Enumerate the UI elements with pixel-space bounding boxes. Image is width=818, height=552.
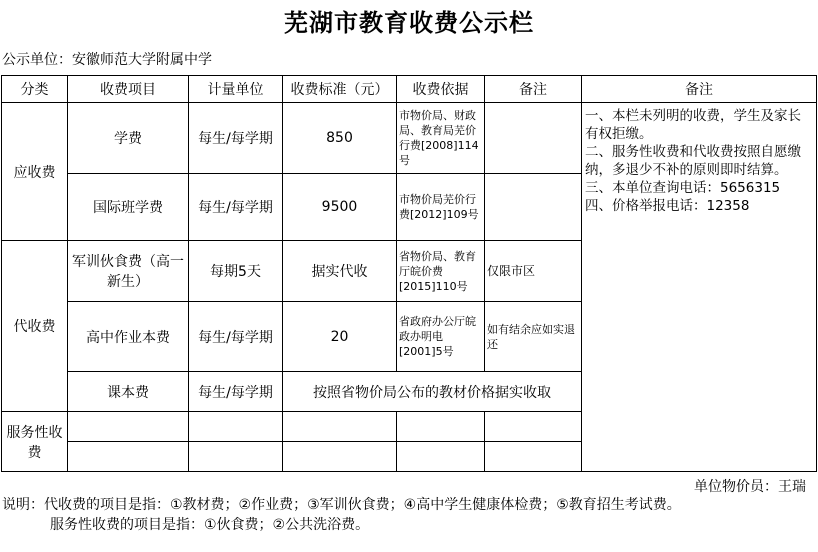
notes-cell xyxy=(582,103,817,472)
empty-cell xyxy=(68,412,189,442)
header-standard: 收费标准（元） xyxy=(283,76,397,103)
remark-cell: 仅限市区 xyxy=(485,241,582,302)
measure-cell: 每生/每学期 xyxy=(189,103,283,174)
explanation-line: 服务性收费的项目是指：①伙食费；②公共洗浴费。 xyxy=(50,517,370,533)
header-row xyxy=(2,76,817,103)
empty-cell xyxy=(189,442,283,472)
item-cell: 学费 xyxy=(68,103,189,174)
note-line: 四、价格举报电话：12358 xyxy=(585,198,750,214)
empty-cell xyxy=(283,412,397,442)
note-line: 三、本单位查询电话：5656315 xyxy=(585,180,781,196)
empty-cell xyxy=(189,412,283,442)
basis-cell: 省政府办公厅皖政办明电[2001]5号 xyxy=(397,302,485,372)
header-measure: 计量单位 xyxy=(189,76,283,103)
note-line: 二、服务性收费和代收费按照自愿缴纳，多退少不补的原则即时结算。 xyxy=(585,144,801,178)
item-cell: 国际班学费 xyxy=(68,174,189,241)
header-remark-notes: 备注 xyxy=(582,76,817,103)
fee-table xyxy=(1,75,817,472)
basis-cell: 市物价局、财政局、教育局芜价行费[2008]114号 xyxy=(397,103,485,174)
header-category: 分类 xyxy=(2,76,68,103)
item-cell: 高中作业本费 xyxy=(68,302,189,372)
item-cell: 军训伙食费（高一新生） xyxy=(68,241,189,302)
empty-cell xyxy=(397,412,485,442)
table-row xyxy=(2,103,817,174)
measure-cell: 每生/每学期 xyxy=(189,372,283,412)
header-item: 收费项目 xyxy=(68,76,189,103)
group-collect: 代收费 xyxy=(2,241,68,412)
standard-cell: 850 xyxy=(283,103,397,174)
group-mandatory: 应收费 xyxy=(2,103,68,241)
group-service: 服务性收费 xyxy=(2,412,68,472)
item-cell: 课本费 xyxy=(68,372,189,412)
basis-cell: 市物价局芜价行费[2012]109号 xyxy=(397,174,485,241)
page-title: 芜湖市教育收费公示栏 xyxy=(284,8,534,37)
measure-cell: 每生/每学期 xyxy=(189,302,283,372)
remark-cell: 如有结余应如实退还 xyxy=(485,302,582,372)
header-basis: 收费依据 xyxy=(397,76,485,103)
empty-cell xyxy=(397,442,485,472)
empty-cell xyxy=(485,442,582,472)
empty-cell xyxy=(485,412,582,442)
price-officer-signature: 单位物价员：王瑞 xyxy=(694,479,806,495)
note-line: 一、本栏未列明的收费，学生及家长有权拒缴。 xyxy=(585,108,801,142)
measure-cell: 每生/每学期 xyxy=(189,174,283,241)
standard-cell: 据实代收 xyxy=(283,241,397,302)
remark-cell xyxy=(485,174,582,241)
explanation-line: 说明：代收费的项目是指：①教材费；②作业费；③军训伙食费；④高中学生健康体检费；⑤教育招生考试费。 xyxy=(2,497,681,513)
empty-cell xyxy=(68,442,189,472)
empty-cell xyxy=(283,442,397,472)
standard-cell: 20 xyxy=(283,302,397,372)
header-remark: 备注 xyxy=(485,76,582,103)
publishing-unit: 公示单位：安徽师范大学附属中学 xyxy=(2,52,212,68)
remark-cell xyxy=(485,103,582,174)
standard-cell: 9500 xyxy=(283,174,397,241)
basis-cell: 省物价局、教育厅皖价费[2015]110号 xyxy=(397,241,485,302)
measure-cell: 每期5天 xyxy=(189,241,283,302)
standard-cell: 按照省物价局公布的教材价格据实收取 xyxy=(283,372,582,412)
